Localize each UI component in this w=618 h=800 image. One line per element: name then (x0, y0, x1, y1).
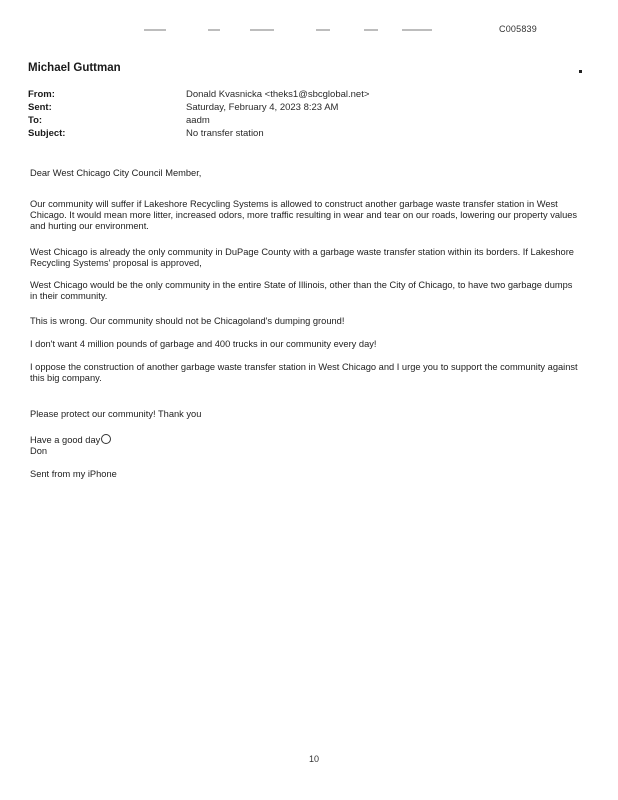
batch-code: C005839 (499, 24, 537, 34)
body-paragraph: Our community will suffer if Lakeshore Recycling Systems is allowed to construct another garbage waste transfer station in West Chicago. It would mean more litter, increased odors, more traffic resulting in wear and tear on our roads, lowering our property values and hurting our environment. (30, 199, 578, 231)
sent-value: Saturday, February 4, 2023 8:23 AM (186, 102, 339, 113)
body-paragraph: West Chicago would be the only community in the entire State of Illinois, other than the City of Chicago, to have two garbage dumps in their community. (30, 280, 573, 301)
body-paragraph: I don't want 4 million pounds of garbage and 400 trucks in our community every day! (30, 339, 377, 349)
to-label: To: (28, 115, 43, 126)
sign-greeting: Have a good day (30, 435, 101, 445)
greeting: Dear West Chicago City Council Member, (30, 168, 202, 178)
sent-from-line: Sent from my iPhone (30, 469, 117, 479)
body-paragraph: This is wrong. Our community should not be Chicagoland's dumping ground! (30, 316, 345, 326)
body-paragraph: West Chicago is already the only community in DuPage County with a garbage waste transfer station within its borders. If Lakeshore Recycling Systems' proposal is approved, (30, 247, 574, 268)
from-label: From: (28, 89, 55, 100)
subject-value: No transfer station (186, 128, 264, 139)
to-value: aadm (186, 115, 210, 126)
sender-name: Michael Guttman (28, 62, 121, 74)
closing-line: Please protect our community! Thank you (30, 409, 202, 419)
sign-line (30, 434, 582, 446)
smiley-icon (101, 434, 111, 444)
scan-mark (579, 70, 582, 73)
sent-label: Sent: (28, 102, 52, 113)
subject-label: Subject: (28, 128, 66, 139)
page-number: 10 (309, 754, 320, 764)
scan-header-strip (140, 29, 440, 35)
signature-name: Don (30, 446, 48, 456)
body-paragraph: I oppose the construction of another garbage waste transfer station in West Chicago and I urge you to support the community against this big company. (30, 362, 578, 383)
from-value: Donald Kvasnicka <theks1@sbcglobal.net> (186, 89, 370, 100)
